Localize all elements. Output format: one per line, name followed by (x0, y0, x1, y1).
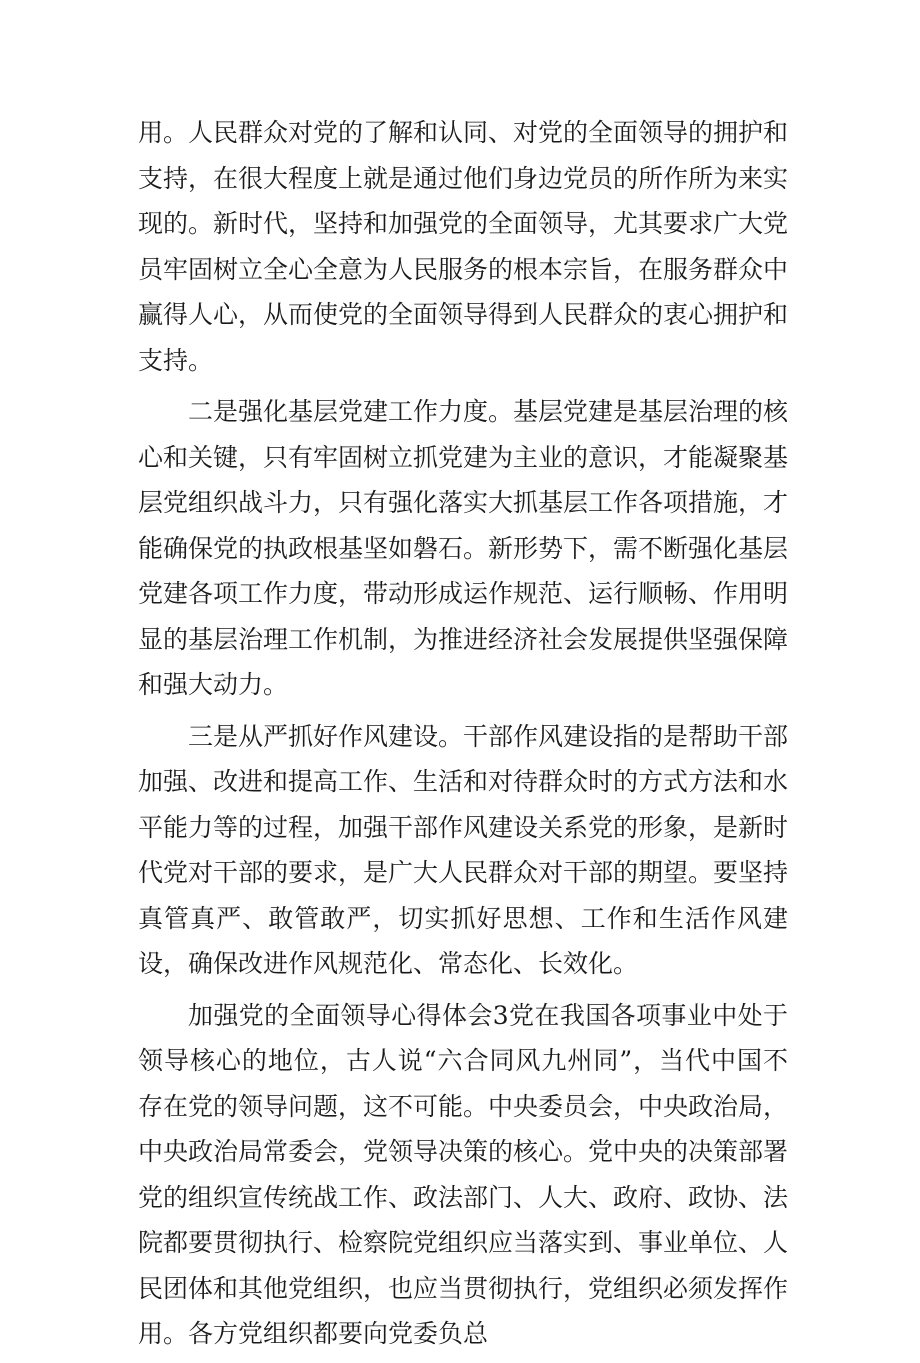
paragraph-reflection-3: 加强党的全面领导心得体会3党在我国各项事业中处于领导核心的地位，古人说“六合同风九州同”，当代中国不存在党的领导问题，这不可能。中央委员会，中央政治局，中央政治局常委会，党领导决策的核心。党中央的决策部署党的组织宣传统战工作、政法部门、人大、政府、政协、法院都要贯彻执行、检察院党组织应当落实到、事业单位、人民团体和其他党组织，也应当贯彻执行，党组织必须发挥作用。各方党组织都要向党委负总 (138, 1000, 789, 1348)
paragraph-grassroots-party-building: 二是强化基层党建工作力度。基层党建是基层治理的核心和关键，只有牢固树立抓党建为主业的意识，才能凝聚基层党组织战斗力，只有强化落实大抓基层工作各项措施，才能确保党的执政根基坚如磐石。新形势下，需不断强化基层党建各项工作力度，带动形成运作规范、运行顺畅、作用明显的基层治理工作机制，为推进经济社会发展提供坚强保障和强大动力。 (138, 397, 789, 699)
paragraph-work-style: 三是从严抓好作风建设。干部作风建设指的是帮助干部加强、改进和提高工作、生活和对待群众时的方式方法和水平能力等的过程，加强干部作风建设关系党的形象，是新时代党对干部的要求，是广大人民群众对干部的期望。要坚持真管真严、敢管敢严，切实抓好思想、工作和生活作风建设，确保改进作风规范化、常态化、长效化。 (138, 721, 789, 978)
document-body (138, 110, 788, 1363)
paragraph-continued: 用。人民群众对党的了解和认同、对党的全面领导的拥护和支持，在很大程度上就是通过他们身边党员的所作所为来实现的。新时代，坚持和加强党的全面领导，尤其要求广大党员牢固树立全心全意为人民服务的根本宗旨，在服务群众中赢得人心，从而使党的全面领导得到人民群众的衷心拥护和支持。 (138, 118, 789, 375)
